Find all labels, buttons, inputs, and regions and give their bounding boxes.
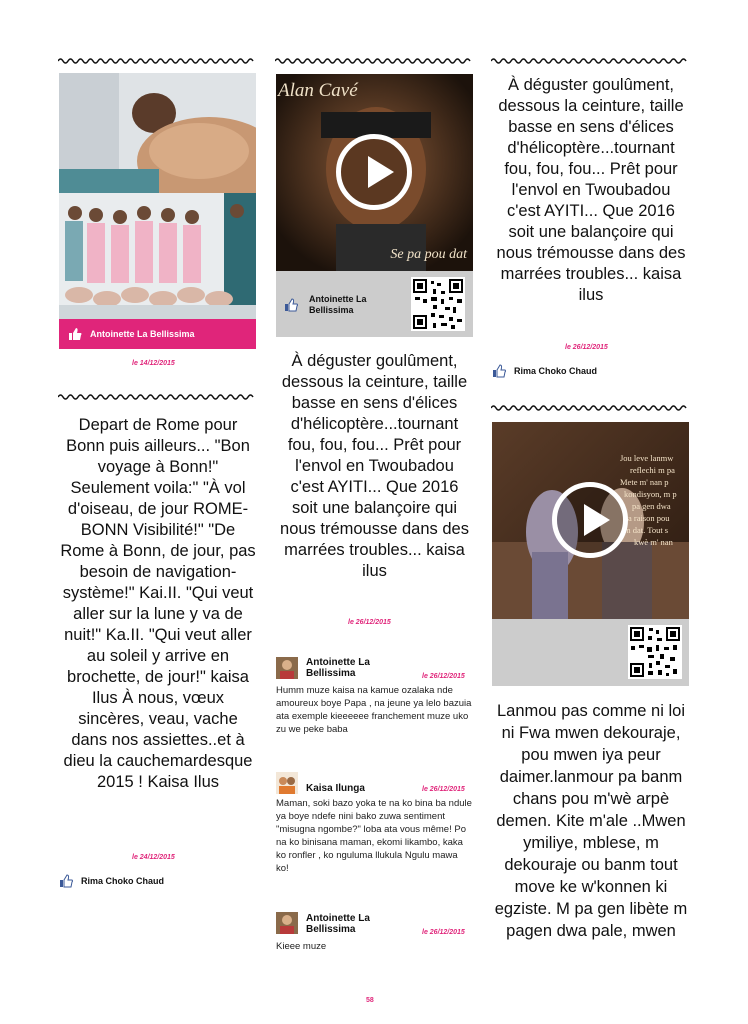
like-thumb-icon[interactable] — [68, 327, 82, 341]
play-icon[interactable] — [552, 482, 628, 558]
commenter-name[interactable]: Antoinette La — [306, 657, 370, 668]
comment-text: Humm muze kaisa na kamue ozalaka nde amoureux boye Papa , na jeune ya lelo bazuia ata exemple kieeeeee franchement muze uko zu we peke baba — [276, 685, 472, 735]
post-text: À déguster goulûment, dessous la ceinture, taille basse en sens d'élices d'hélicoptère...tournant fou, fou, fou... Prêt pour l'envol en Twoubadou c'est AYITI... Que 2016 soit une balançoire qui nous trémousse dans des marrées troubles... kaisa ilus — [496, 76, 686, 304]
post-date: le 14/12/2015 — [132, 360, 175, 367]
avatar[interactable] — [276, 772, 298, 794]
author-name-line1[interactable]: Antoinette La — [309, 294, 367, 304]
hospital-photo-illustration — [59, 73, 256, 319]
wave-divider — [275, 57, 473, 65]
wave-divider — [491, 57, 689, 65]
post-text: À déguster goulûment, dessous la ceinture, taille basse en sens d'élices d'hélicoptère...tournant fou, fou, fou... Prêt pour l'envol en Twoubadou c'est AYITI... Que 2016 soit une balançoire qui nous trémousse dans des marrées troubles... kaisa ilus — [280, 352, 469, 580]
author-name[interactable]: Antoinette La Bellissima — [90, 329, 195, 339]
qr-code-icon[interactable] — [628, 625, 682, 679]
comment-text: Kieee muze — [276, 941, 327, 952]
commenter-name[interactable]: Kaisa Ilunga — [306, 783, 365, 794]
avatar[interactable] — [276, 912, 298, 934]
liker-name[interactable]: Rima Choko Chaud — [81, 876, 165, 886]
overlay-line: a raison pou — [628, 513, 670, 523]
liker-name[interactable]: Rima Choko Chaud — [514, 366, 598, 376]
overlay-line: kondisyon, m p — [624, 489, 677, 499]
wave-divider — [58, 57, 256, 65]
overlay-line: pa gen dwa — [632, 501, 671, 511]
post-text: Depart de Rome pour Bonn puis ailleurs... "Bon voyage à Bonn!" Seulement voila:" "À vol d'oiseau, de jour ROME-BONN Visibilité!" "De Rome à Bonn, de jour, pas besoin de navigation-système!" Kai.II. "Qui veut aller sur la lune y va de nuit!" Ka.II. "Qui veut aller au soleil y arrive en brochette, de jour!" kaisa Ilus À nous, vœux sincères, veau, vache dans nos assiettes..et à dieu la cauchemardesque 2015 ! Kaisa Ilus — [60, 416, 256, 791]
like-thumb-icon[interactable] — [284, 298, 298, 312]
author-bar — [59, 319, 256, 349]
wave-divider — [491, 404, 689, 412]
overlay-line: kwè m' nan — [634, 537, 673, 547]
comment-text: Maman, soki bazo yoka te na ko bina ba ndule ya boye ndefe nini bako zuwa sentiment "misugna ngombe?" loba ata vous même! Po na ko binisana maman, ekomi likambo, kaka ko ronfler , ko nguluma llukula Ngulu mawa ko! — [276, 798, 472, 874]
qr-code-icon[interactable] — [411, 277, 465, 331]
liker-row — [492, 362, 597, 380]
video-overlay-text — [620, 452, 689, 548]
video-thumbnail[interactable] — [276, 74, 473, 271]
author-name-line2[interactable]: Bellissima — [309, 305, 354, 315]
commenter-name[interactable]: Bellissima — [306, 668, 356, 679]
video-author-bar — [276, 271, 473, 337]
post-date: le 24/12/2015 — [132, 854, 175, 861]
liker-row — [59, 872, 164, 890]
video-thumbnail[interactable] — [492, 422, 689, 619]
hospital-photo[interactable] — [59, 73, 256, 319]
page-number: 58 — [366, 997, 374, 1004]
comment-date: le 26/12/2015 — [422, 786, 465, 793]
overlay-line: m dat. Tout s — [624, 525, 669, 535]
comment-date: le 26/12/2015 — [422, 929, 465, 936]
wave-divider — [58, 393, 256, 401]
overlay-line: Mete m' nan p — [620, 477, 669, 487]
post-date: le 26/12/2015 — [565, 344, 608, 351]
cover-subtitle: Se pa pou dat — [390, 247, 467, 262]
overlay-line: reflechi m pa — [630, 465, 675, 475]
like-thumb-icon[interactable] — [59, 874, 73, 888]
comment-date: le 26/12/2015 — [422, 673, 465, 680]
play-icon[interactable] — [336, 134, 412, 210]
post-text: Lanmou pas comme ni loi ni Fwa mwen dekouraje, pou mwen iya peur daimer.lanmour pa banm chans pou m'wè arpè demen. Kite m'ale ..Mwen ymiliye, mblese, m dekouraje ou banm tout move ke w'konnen ki egziste. M pa gen libète m pagen dwa pale, mwen — [494, 702, 688, 940]
cover-title: Alan Cavé — [278, 80, 358, 101]
overlay-line: Jou leve lanmw — [620, 453, 674, 463]
commenter-name[interactable]: Bellissima — [306, 924, 356, 935]
like-thumb-icon[interactable] — [492, 364, 506, 378]
commenter-name[interactable]: Antoinette La — [306, 913, 370, 924]
video-qr-bar — [492, 619, 689, 686]
avatar[interactable] — [276, 657, 298, 679]
post-date: le 26/12/2015 — [348, 619, 391, 626]
